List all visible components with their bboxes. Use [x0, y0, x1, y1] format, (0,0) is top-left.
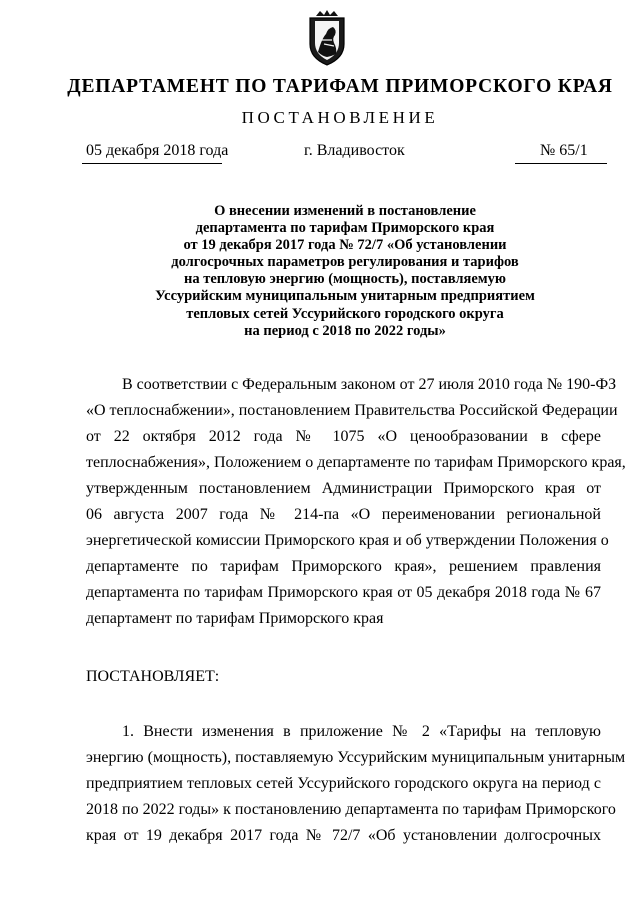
item-1-line: предприятием тепловых сетей Уссурийского городского округа на период с: [86, 775, 601, 792]
heading-line: О внесении изменений в постановление: [214, 203, 476, 219]
date-underline: [82, 163, 222, 164]
item-1-line: энергию (мощность), поставляемую Уссурийским муниципальным унитарным: [86, 749, 626, 766]
preamble-line: 06 августа 2007 года № 214-па «О переименовании региональной: [86, 506, 601, 523]
preamble-line: департаменте по тарифам Приморского края», решением правления: [86, 558, 601, 575]
number-underline: [515, 163, 607, 164]
preamble-line: утвержденным постановлением Администрации Приморского края от: [86, 480, 601, 497]
heading-line: Уссурийским муниципальным унитарным предприятием: [155, 288, 535, 305]
preamble-line: департамента по тарифам Приморского края от 05 декабря 2018 года № 67: [86, 584, 601, 601]
resolves-heading: ПОСТАНОВЛЯЕТ:: [86, 668, 220, 685]
document-number: № 65/1: [540, 142, 588, 159]
preamble-line: «О теплоснабжении», постановлением Правительства Российской Федерации: [86, 402, 618, 419]
preamble-line: энергетической комиссии Приморского края и об утверждении Положения о: [86, 532, 609, 549]
item-1-line: 1. Внести изменения в приложение № 2 «Тарифы на тепловую: [122, 723, 601, 740]
heading-line: долгосрочных параметров регулирования и тарифов: [171, 254, 519, 271]
preamble-line: теплоснабжения», Положением о департаменте по тарифам Приморского края,: [86, 454, 626, 471]
item-1-line: края от 19 декабря 2017 года № 72/7 «Об установлении долгосрочных: [86, 827, 601, 844]
org-name: ДЕПАРТАМЕНТ ПО ТАРИФАМ ПРИМОРСКОГО КРАЯ: [67, 76, 613, 97]
document-heading: [130, 203, 560, 340]
heading-line: от 19 декабря 2017 года № 72/7 «Об установлении: [183, 237, 507, 254]
heading-line: тепловых сетей Уссурийского городского округа: [186, 305, 504, 322]
preamble-line: от 22 октября 2012 года № 1075 «О ценообразовании в сфере: [86, 428, 601, 445]
preamble-line: В соответствии с Федеральным законом от 27 июля 2010 года № 190-ФЗ: [122, 376, 617, 393]
preamble-line: департамент по тарифам Приморского края: [86, 610, 384, 627]
heading-line: на период с 2018 по 2022 годы»: [244, 322, 446, 339]
document-type: ПОСТАНОВЛЕНИЕ: [241, 108, 439, 127]
coat-of-arms-icon: [302, 8, 352, 68]
item-1-line: 2018 по 2022 годы» к постановлению департамента по тарифам Приморского: [86, 801, 616, 818]
document-date: 05 декабря 2018 года: [86, 142, 229, 159]
document-city: г. Владивосток: [304, 142, 405, 159]
heading-line: на тепловую энергию (мощность), поставляемую: [184, 271, 506, 288]
heading-line: департамента по тарифам Приморского края: [195, 220, 495, 237]
